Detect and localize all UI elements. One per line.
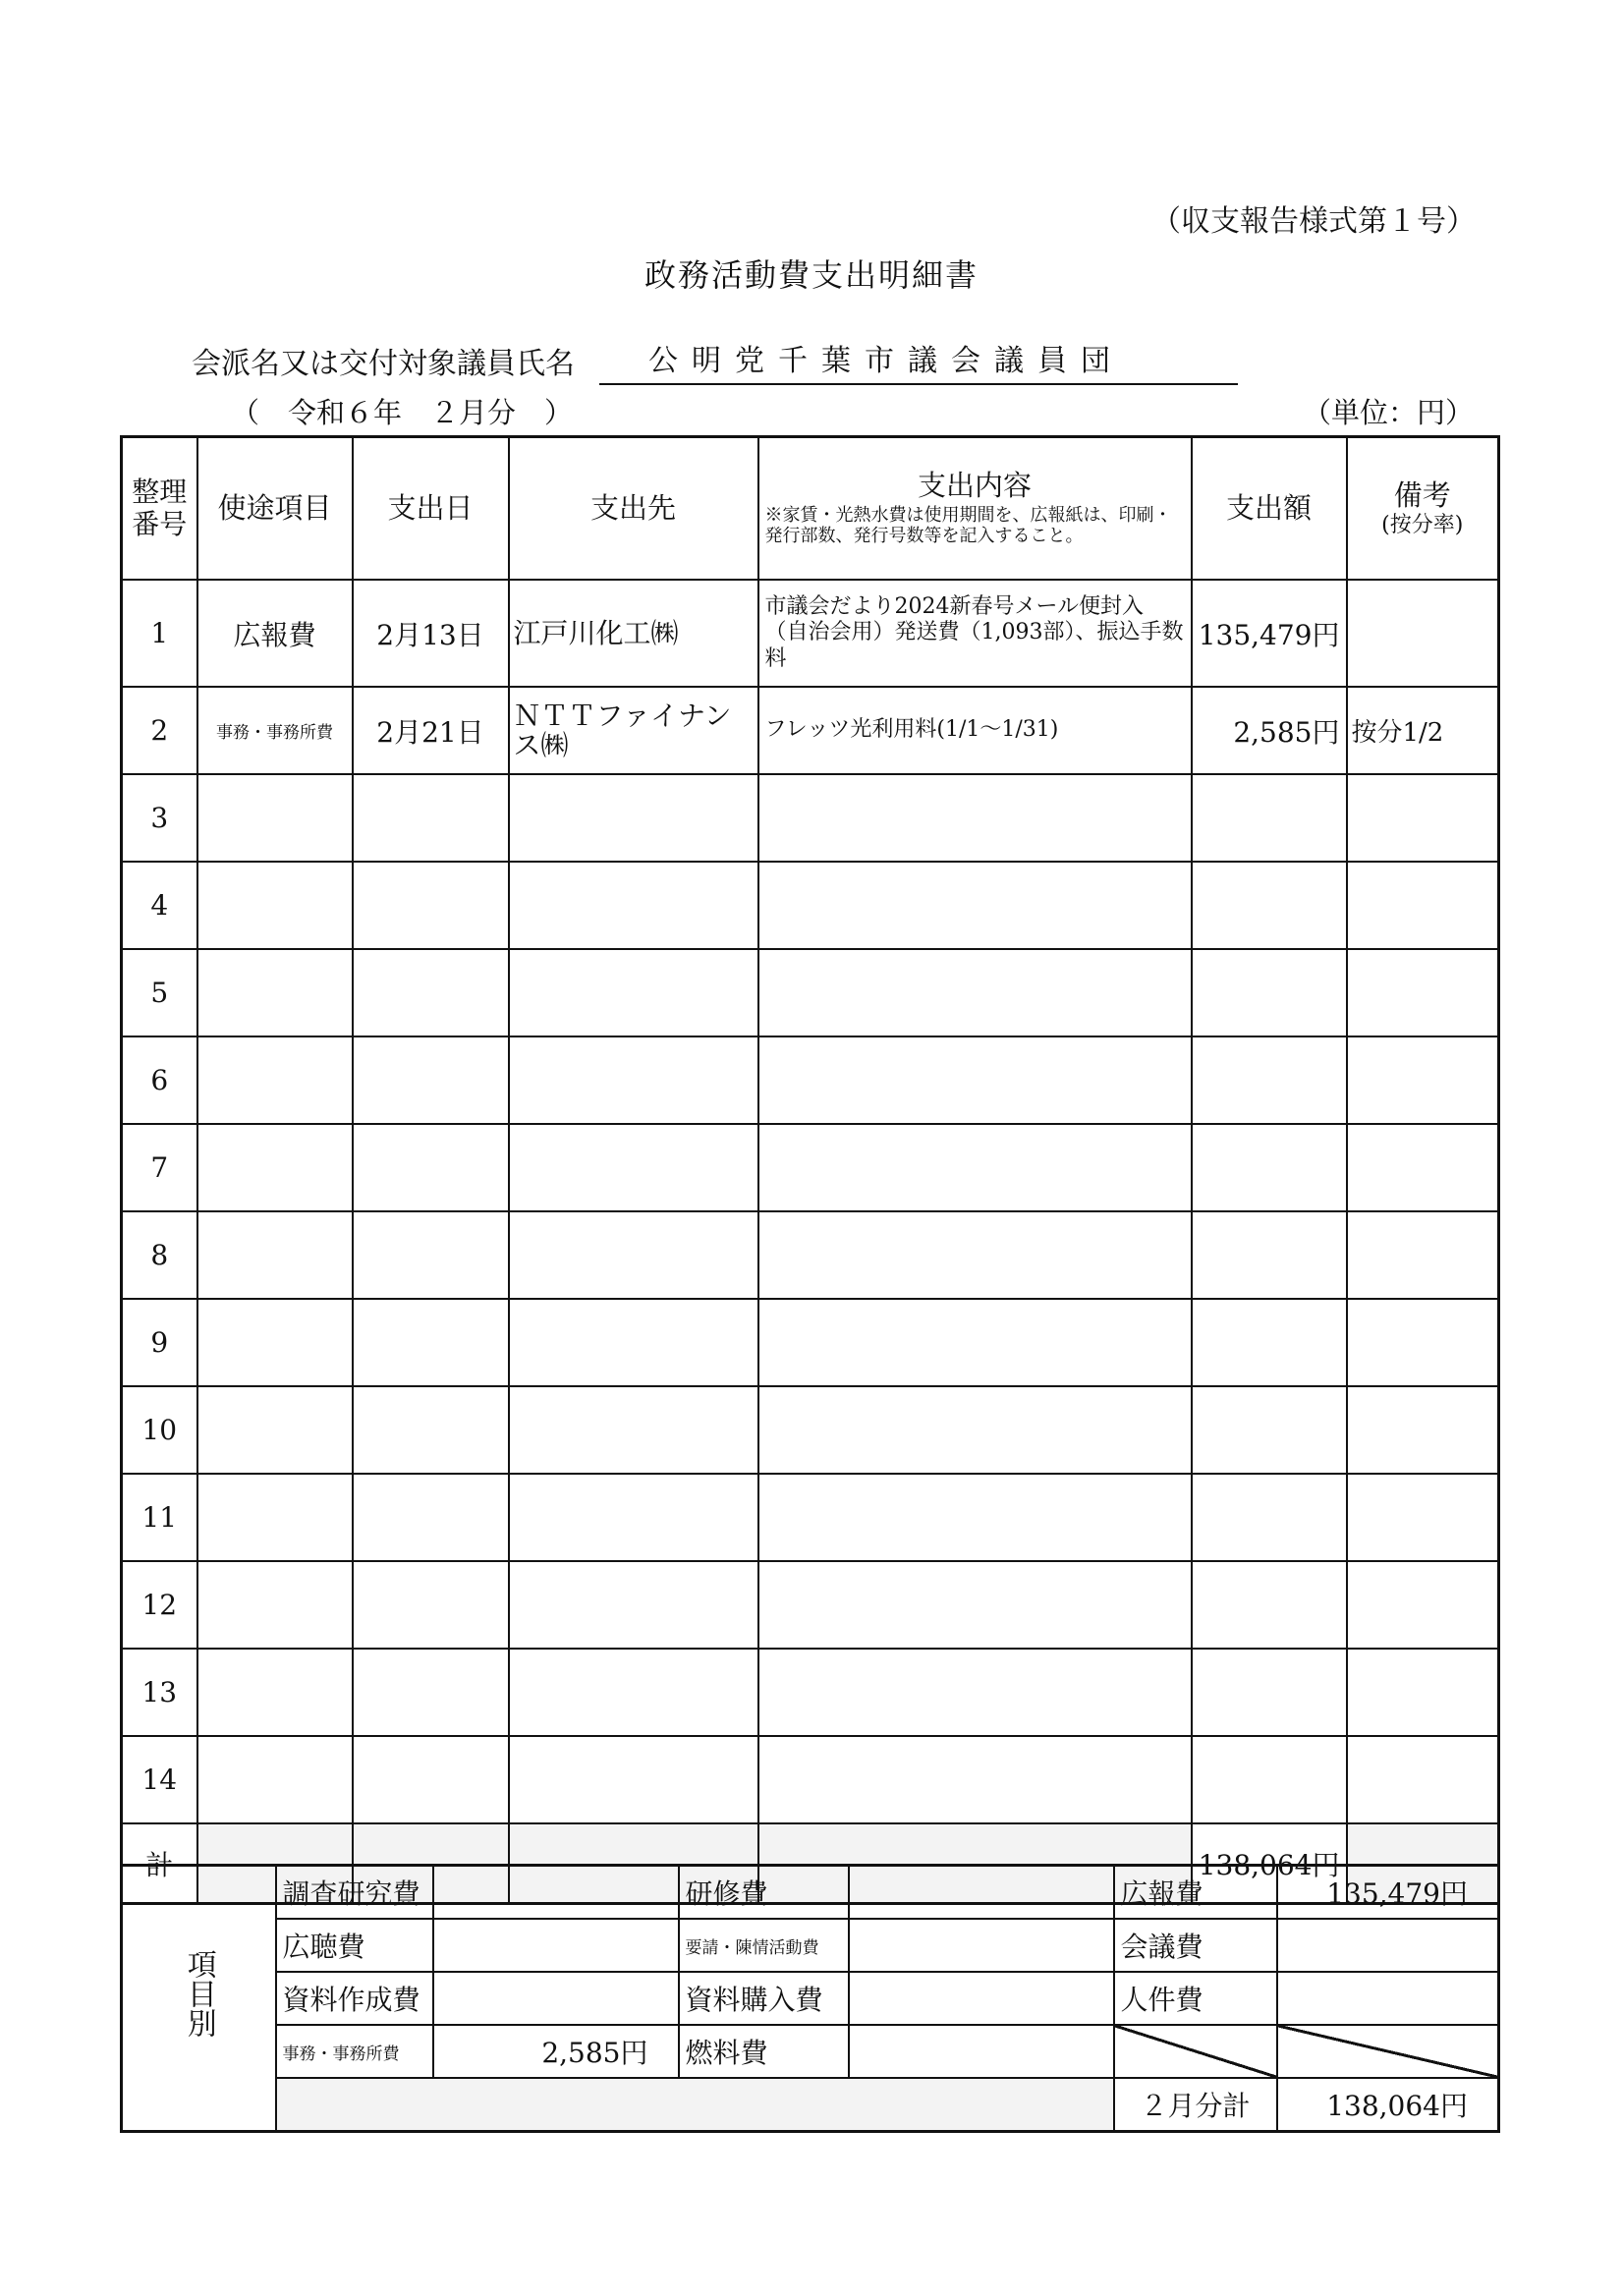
table-row [122,1386,1499,1474]
column-header-category: 使途項目 [197,437,353,581]
summary-label: 要請・陳情活動費 [679,1919,849,1972]
row-payee: ＮＴＴファイナンス㈱ [509,687,758,774]
row-remarks [1347,1561,1499,1649]
row-detail [758,1211,1192,1299]
expense-table [120,435,1500,1905]
row-category [197,949,353,1036]
summary-value [1277,1972,1499,2025]
row-detail [758,1036,1192,1124]
row-date [353,1124,509,1211]
row-remarks [1347,1386,1499,1474]
row-remarks [1347,774,1499,862]
row-detail: 市議会だより2024新春号メール便封入（自治会用）発送費（1,093部）、振込手数料 [758,580,1192,687]
summary-label: 資料作成費 [276,1972,433,2025]
row-number: 10 [122,1386,197,1474]
summary-value: 135,479円 [1277,1866,1499,1920]
row-detail [758,1561,1192,1649]
row-number: 12 [122,1561,197,1649]
row-date [353,1036,509,1124]
summary-value [849,1866,1114,1920]
row-category [197,1736,353,1823]
side-label-text: 項目別 [181,1949,216,2038]
form-number: （収支報告様式第１号） [1151,204,1476,239]
diagonal-empty-cell [1114,2025,1277,2078]
row-category [197,1474,353,1561]
column-header-content [758,437,1192,581]
table-row [122,949,1499,1036]
row-detail [758,1474,1192,1561]
row-payee [509,1386,758,1474]
row-date [353,949,509,1036]
row-category [197,1649,353,1736]
row-amount: 135,479円 [1192,580,1347,687]
row-payee [509,774,758,862]
row-detail [758,774,1192,862]
row-category [197,1561,353,1649]
row-date [353,862,509,949]
summary-row [122,1972,1499,2025]
row-category: 広報費 [197,580,353,687]
month-total-value: 138,064円 [1277,2078,1499,2132]
row-category [197,774,353,862]
month-total-label: ２月分計 [1114,2078,1277,2132]
row-amount [1192,1736,1347,1823]
table-row [122,1299,1499,1386]
row-payee [509,1124,758,1211]
table-row [122,1736,1499,1823]
row-amount [1192,1299,1347,1386]
remarks-title: 備考 [1393,478,1451,513]
row-category [197,1036,353,1124]
summary-value [433,1972,679,2025]
row-number: 14 [122,1736,197,1823]
summary-label: 事務・事務所費 [276,2025,433,2078]
row-date [353,1649,509,1736]
row-category [197,862,353,949]
row-number: 3 [122,774,197,862]
row-remarks [1347,1474,1499,1561]
row-amount [1192,1474,1347,1561]
total-label: 計 [122,1823,197,1904]
row-remarks [1347,949,1499,1036]
table-header-row [122,437,1499,581]
row-date [353,1299,509,1386]
row-amount [1192,1211,1347,1299]
row-remarks: 按分1/2 [1347,687,1499,774]
row-payee [509,862,758,949]
summary-total-row [122,2078,1499,2132]
row-payee [509,1036,758,1124]
row-payee [509,1561,758,1649]
summary-side-label [122,1866,276,2132]
row-detail [758,949,1192,1036]
diagonal-empty-cell [1277,2025,1499,2078]
row-amount [1192,1649,1347,1736]
group-name: 公明党千葉市議会議員団 [599,336,1238,385]
table-row [122,1649,1499,1736]
row-number: 13 [122,1649,197,1736]
summary-label: 資料購入費 [679,1972,849,2025]
row-date [353,1211,509,1299]
table-row [122,1211,1499,1299]
row-date [353,774,509,862]
row-number: 11 [122,1474,197,1561]
summary-label: 燃料費 [679,2025,849,2078]
row-category [197,1124,353,1211]
row-detail: フレッツ光利用料(1/1～1/31) [758,687,1192,774]
row-payee [509,1736,758,1823]
row-amount [1192,1386,1347,1474]
row-category [197,1211,353,1299]
summary-value [433,1919,679,1972]
row-amount: 2,585円 [1192,687,1347,774]
remarks-subtitle: (按分率) [1381,512,1464,537]
summary-label: 広聴費 [276,1919,433,1972]
row-number: 9 [122,1299,197,1386]
row-detail [758,1736,1192,1823]
row-remarks [1347,862,1499,949]
table-row [122,1561,1499,1649]
row-detail [758,862,1192,949]
row-number: 2 [122,687,197,774]
row-date [353,1474,509,1561]
column-header-date: 支出日 [353,437,509,581]
table-row [122,862,1499,949]
row-payee [509,949,758,1036]
table-row [122,774,1499,862]
row-payee [509,1299,758,1386]
row-number: 8 [122,1211,197,1299]
summary-value [849,1972,1114,2025]
row-amount [1192,862,1347,949]
row-remarks [1347,1124,1499,1211]
row-date: 2月13日 [353,580,509,687]
table-row [122,1474,1499,1561]
table-row [122,580,1499,687]
total-amount: 138,064円 [1192,1823,1347,1904]
row-remarks [1347,1736,1499,1823]
summary-label: 調査研究費 [276,1866,433,1920]
row-date [353,1386,509,1474]
row-category: 事務・事務所費 [197,687,353,774]
summary-label: 広報費 [1114,1866,1277,1920]
content-note: ※家賃・光熱水費は使用期間を、広報紙は、印刷・発行部数、発行号数等を記入すること。 [764,504,1172,547]
content-title: 支出内容 [917,469,1032,503]
row-payee [509,1649,758,1736]
row-payee: 江戸川化工㈱ [509,580,758,687]
summary-row [122,1919,1499,1972]
row-number: 1 [122,580,197,687]
summary-value [1277,1919,1499,1972]
table-row [122,1124,1499,1211]
summary-value [433,1866,679,1920]
summary-value [849,1919,1114,1972]
row-remarks [1347,1036,1499,1124]
reporting-period: （ 令和６年 ２月分 ） [231,396,574,429]
group-label: 会派名又は交付対象議員氏名 [192,347,575,381]
row-detail [758,1299,1192,1386]
row-detail [758,1649,1192,1736]
summary-row [122,2025,1499,2078]
summary-value [849,2025,1114,2078]
table-row [122,687,1499,774]
row-date: 2月21日 [353,687,509,774]
row-number: 7 [122,1124,197,1211]
row-payee [509,1474,758,1561]
row-payee [509,1211,758,1299]
row-detail [758,1386,1192,1474]
row-date [353,1561,509,1649]
row-date [353,1736,509,1823]
category-summary-table [120,1864,1500,2133]
summary-row [122,1866,1499,1920]
row-amount [1192,949,1347,1036]
table-row [122,1036,1499,1124]
column-header-payee: 支出先 [509,437,758,581]
row-category [197,1386,353,1474]
row-amount [1192,1561,1347,1649]
column-header-remarks [1347,437,1499,581]
column-header-no: 整理番号 [122,437,197,581]
row-number: 5 [122,949,197,1036]
summary-label: 研修費 [679,1866,849,1920]
unit-label: （単位：円） [1302,396,1474,429]
row-remarks [1347,1211,1499,1299]
summary-empty-cell [276,2078,1114,2132]
column-header-amount: 支出額 [1192,437,1347,581]
row-remarks [1347,580,1499,687]
row-category [197,1299,353,1386]
summary-label: 人件費 [1114,1972,1277,2025]
summary-value: 2,585円 [433,2025,679,2078]
row-number: 6 [122,1036,197,1124]
summary-label: 会議費 [1114,1919,1277,1972]
row-remarks [1347,1649,1499,1736]
row-number: 4 [122,862,197,949]
row-amount [1192,774,1347,862]
row-amount [1192,1124,1347,1211]
row-amount [1192,1036,1347,1124]
page-title: 政務活動費支出明細書 [644,256,979,294]
row-remarks [1347,1299,1499,1386]
row-detail [758,1124,1192,1211]
